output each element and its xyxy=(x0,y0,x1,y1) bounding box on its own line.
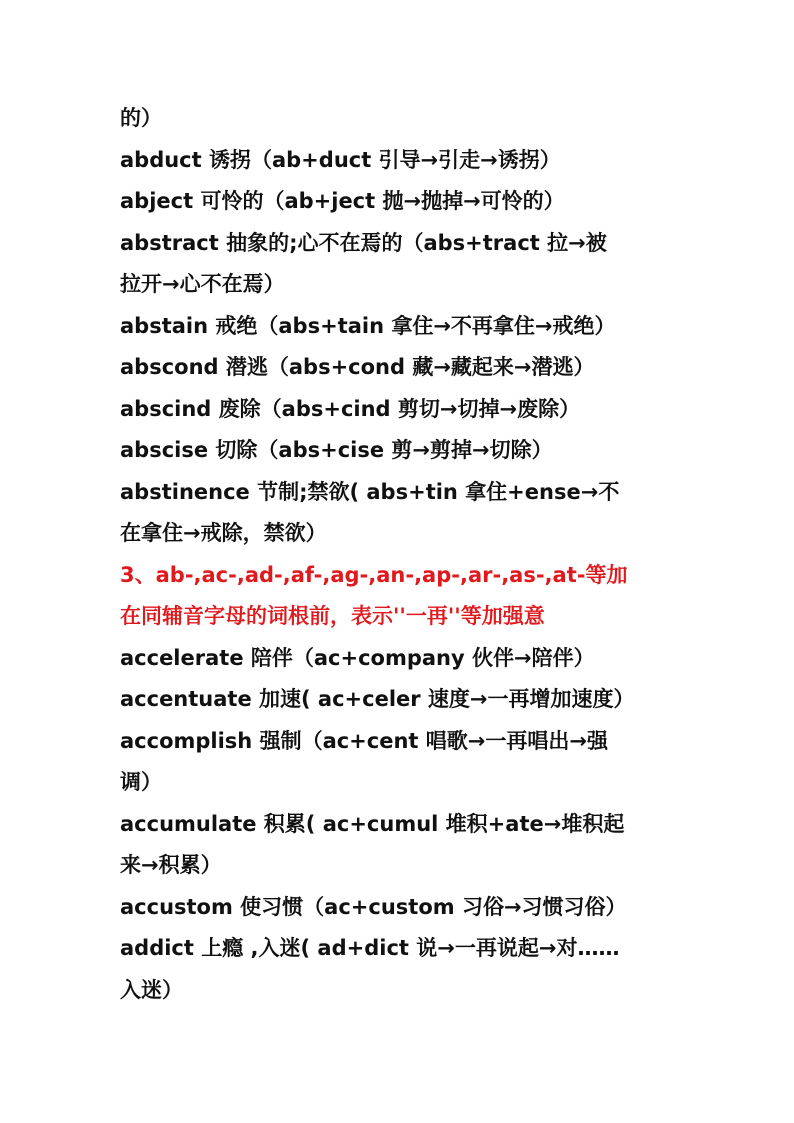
text-line: abduct 诱拐（ab+duct 引导→引走→诱拐） xyxy=(120,147,561,172)
text-line: accentuate 加速( ac+celer 速度→一再增加速度） xyxy=(120,687,635,711)
text-line: abject 可怜的（ab+ject 抛→抛掉→可怜的） xyxy=(120,189,565,213)
text-line: accelerate 陪伴（ac+company 伙伴→陪伴） xyxy=(120,645,595,670)
text-line: accustom 使习惯（ac+custom 习俗→习惯习俗） xyxy=(120,894,627,919)
text-line: 拉开→心不在焉） xyxy=(120,272,285,296)
text-line: 来→积累） xyxy=(120,853,222,877)
text-line: abstinence 节制;禁欲( abs+tin 拿住+ense→不 xyxy=(120,479,620,504)
text-line: 的） xyxy=(120,106,162,130)
text-line: accumulate 积累( ac+cumul 堆积+ate→堆积起 xyxy=(120,811,625,836)
section-heading: 3、ab-,ac-,ad-,af-,ag-,an-,ap-,ar-,as-,at-等加 xyxy=(120,562,628,587)
document-page xyxy=(120,98,700,1011)
text-line: 调） xyxy=(120,770,162,794)
text-line: accomplish 强制（ac+cent 唱歌→一再唱出→强 xyxy=(120,728,608,753)
section-heading: 在同辅音字母的词根前，表示''一再''等加强意 xyxy=(120,604,545,628)
text-line: abscise 切除（abs+cise 剪→剪掉→切除） xyxy=(120,438,553,462)
text-line: abscind 废除（abs+cind 剪切→切掉→废除） xyxy=(120,396,581,421)
text-line: addict 上瘾 ,入迷( ad+dict 说→一再说起→对…… xyxy=(120,936,620,960)
text-line: abscond 潜逃（abs+cond 藏→藏起来→潜逃） xyxy=(120,355,595,379)
text-line: abstain 戒绝（abs+tain 拿住→不再拿住→戒绝） xyxy=(120,313,616,338)
text-line: 入迷） xyxy=(120,977,183,1002)
text-line: abstract 抽象的;心不在焉的（abs+tract 拉→被 xyxy=(120,230,607,255)
text-line: 在拿住→戒除，禁欲） xyxy=(120,521,327,545)
